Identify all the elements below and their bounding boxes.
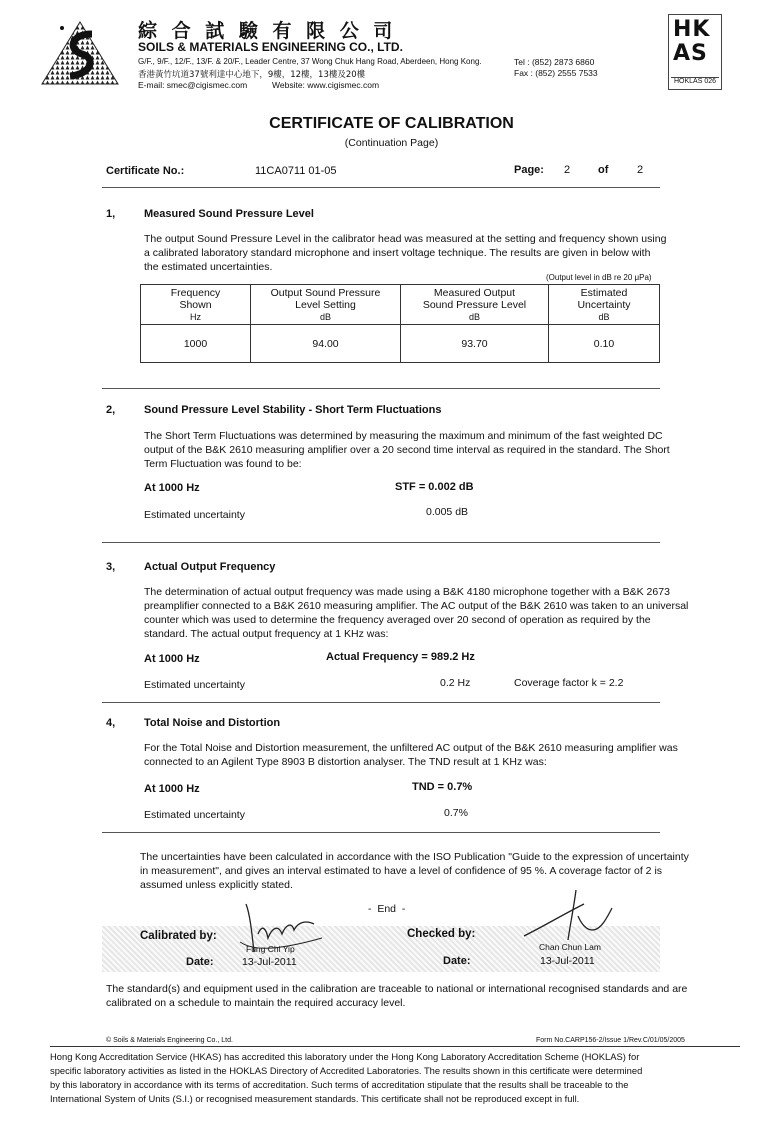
divider — [102, 542, 660, 543]
section-3-result: Actual Frequency = 989.2 Hz — [326, 651, 475, 663]
fax: Fax : (852) 2555 7533 — [514, 68, 598, 78]
text-line: International System of Units (S.I.) or recognised measurement standards. This certificate shall not be reproduced except in full. — [50, 1093, 580, 1104]
company-name-cn: 綜 合 試 驗 有 限 公 司 — [138, 20, 397, 42]
text-line: a calibrated laboratory standard microphone and insert voltage technique. The results are given in below with — [144, 247, 651, 259]
section-3-paragraph — [144, 585, 689, 641]
copyright: © Soils & Materials Engineering Co., Ltd. — [106, 1037, 233, 1044]
certificate-title: CERTIFICATE OF CALIBRATION — [269, 115, 514, 132]
address-cn: 香港黃竹坑道37號利達中心地下，9樓，12樓，13樓及20樓 — [138, 70, 366, 80]
section-2-title: Sound Pressure Level Stability - Short Term Fluctuations — [144, 404, 442, 416]
email: E-mail: smec@cigismec.com — [138, 80, 248, 90]
section-3-coverage-factor: Coverage factor k = 2.2 — [514, 677, 624, 689]
hkas-statement — [50, 1050, 740, 1106]
section-3-number: 3, — [106, 561, 116, 573]
text-line: specific laboratory activities as listed in the HOKLAS Directory of Accredited Laboratories. The results shown in this certificate were determined — [50, 1065, 643, 1076]
text-line: The standard(s) and equipment used in the calibration are traceable to national or international recognised standards and are — [106, 983, 688, 995]
text-line: The uncertainties have been calculated in accordance with the ISO Publication "Guide to the expression of uncertainty — [140, 851, 689, 863]
header-line: Output Sound Pressure — [270, 286, 381, 299]
section-4-result: TND = 0.7% — [412, 781, 473, 793]
company-logo — [40, 20, 120, 86]
website: Website: www.cigismec.com — [272, 80, 380, 90]
section-3-uncertainty-label: Estimated uncertainty — [144, 679, 245, 691]
section-2-number: 2, — [106, 404, 116, 416]
section-3-title: Actual Output Frequency — [144, 561, 276, 573]
header-line: Estimated — [580, 286, 628, 299]
header-unit: dB — [319, 311, 331, 322]
form-number: Form No.CARP156-2/Issue 1/Rev.C/01/05/2005 — [536, 1037, 685, 1044]
header-line: Sound Pressure Level — [422, 298, 527, 311]
hoklas-number: HOKLAS 026 — [671, 77, 719, 85]
text-line: the estimated uncertainties. — [144, 261, 273, 273]
table-cell-uncertainty: 0.10 — [549, 325, 660, 363]
section-4-frequency-label: At 1000 Hz — [144, 783, 200, 795]
divider — [102, 187, 660, 188]
divider — [102, 832, 660, 833]
calibrated-by-label: Calibrated by: — [140, 930, 217, 942]
text-line: preamplifier connected to a B&K 2610 measuring amplifier. The AC output of the B&K 2610 was taken to an universal — [144, 600, 689, 612]
end-marker: - End - — [368, 903, 406, 915]
address-en: G/F., 9/F., 12/F., 13/F. & 20/F., Leader Centre, 37 Wong Chuk Hang Road, Aberdeen, Hong Kong. — [138, 57, 482, 66]
section-2-frequency-label: At 1000 Hz — [144, 482, 200, 494]
text-line: Term Fluctuation was found to be: — [144, 458, 302, 470]
section-3-frequency-label: At 1000 Hz — [144, 653, 200, 665]
text-line: The Short Term Fluctuations was determined by measuring the maximum and minimum of the fast weighted DC — [144, 430, 663, 442]
section-1-title: Measured Sound Pressure Level — [144, 208, 314, 220]
calibrator-signature — [232, 894, 332, 964]
header-line: Level Setting — [295, 298, 356, 311]
section-3-uncertainty-value: 0.2 Hz — [440, 677, 471, 689]
page-total: 2 — [637, 164, 644, 176]
text-line: in measurement", and gives an interval estimated to have a level of confidence of 95 %. A coverage factor of 2 is — [140, 865, 663, 877]
section-4-number: 4, — [106, 717, 116, 729]
table-header-frequency — [141, 285, 251, 325]
text-line: standard. The actual output frequency at 1 KHz was: — [144, 628, 389, 640]
table-header-row — [141, 285, 660, 325]
traceability-statement — [106, 982, 706, 1010]
certificate-no-value: 11CA0711 01-05 — [255, 165, 337, 177]
header-line: Frequency — [170, 286, 221, 299]
divider — [102, 388, 660, 389]
section-2-paragraph — [144, 429, 689, 471]
telephone: Tel : (852) 2873 6860 — [514, 57, 595, 67]
section-4-title: Total Noise and Distortion — [144, 717, 281, 729]
text-line: counter which was used to determine the frequency averaged over 20 second of operation as required by the — [144, 614, 651, 626]
section-4-uncertainty-label: Estimated uncertainty — [144, 809, 245, 821]
table-header-level-setting — [251, 285, 401, 325]
date-label-left: Date: — [186, 956, 214, 968]
hoklas-logo — [668, 14, 722, 90]
checker-name: Chan Chun Lam — [539, 942, 601, 952]
text-line: output of the B&K 2610 measuring amplifier over a 20 second time interval as required in the standard. The Short — [144, 444, 670, 456]
section-2-uncertainty-label: Estimated uncertainty — [144, 509, 245, 521]
continuation-label: (Continuation Page) — [344, 137, 439, 149]
header-line: Measured Output — [433, 286, 516, 299]
text-line: connected to an Agilent Type 8903 B distortion analyser. The TND result at 1 KHz was: — [144, 756, 547, 768]
header-unit: Hz — [190, 311, 201, 322]
text-line: The determination of actual output frequency was made using a B&K 4180 microphone together with a B&K 2673 — [144, 586, 670, 598]
page-of-label: of — [598, 164, 609, 176]
table-header-measured-output — [401, 285, 549, 325]
checked-by-label: Checked by: — [407, 928, 476, 940]
text-line: by this laboratory in accordance with its terms of accreditation. Such terms of accreditation stipulate that the results shall be traceable to the — [50, 1079, 629, 1090]
header-unit: dB — [468, 311, 480, 322]
section-4-uncertainty-value: 0.7% — [444, 807, 468, 819]
calibration-date: 13-Jul-2011 — [242, 956, 297, 968]
footer-divider — [50, 1046, 740, 1047]
date-label-right: Date: — [443, 955, 471, 967]
text-line: For the Total Noise and Distortion measurement, the unfiltered AC output of the B&K 2610 measuring amplifier was — [144, 742, 678, 754]
hoklas-logo-mid: AS — [673, 41, 708, 66]
table-row — [141, 325, 660, 363]
text-line: assumed unless explicitly stated. — [140, 879, 293, 891]
table-cell-measured-output: 93.70 — [401, 325, 549, 363]
section-2-result: STF = 0.002 dB — [395, 481, 474, 493]
checker-signature — [514, 886, 624, 946]
check-date: 13-Jul-2011 — [540, 955, 595, 967]
table-cell-level-setting: 94.00 — [251, 325, 401, 363]
measurement-table — [140, 284, 660, 363]
text-line: calibrated on a schedule to maintain the required accuracy level. — [106, 997, 406, 1009]
header-line: Uncertainty — [577, 298, 631, 311]
section-2-uncertainty-value: 0.005 dB — [426, 506, 469, 518]
page-number: 2 — [564, 164, 571, 176]
company-name-en: SOILS & MATERIALS ENGINEERING CO., LTD. — [138, 40, 403, 54]
section-1-number: 1, — [106, 208, 116, 220]
table-header-uncertainty — [549, 285, 660, 325]
text-line: Hong Kong Accreditation Service (HKAS) has accredited this laboratory under the Hong Kong Laboratory Accreditation Scheme (HOKLAS) for — [50, 1051, 640, 1062]
table-unit-note: (Output level in dB re 20 μPa) — [546, 273, 652, 282]
section-1-paragraph — [144, 232, 684, 274]
hoklas-logo-top: HK — [673, 17, 711, 42]
table-cell-frequency: 1000 — [141, 325, 251, 363]
certificate-no-label: Certificate No.: — [106, 165, 185, 177]
header-line: Shown — [179, 298, 212, 311]
section-4-paragraph — [144, 741, 689, 769]
calibrator-name: Fung Chi Yip — [246, 944, 295, 954]
page-label: Page: — [514, 164, 544, 176]
header-unit: dB — [598, 311, 610, 322]
divider — [102, 702, 660, 703]
text-line: The output Sound Pressure Level in the calibrator head was measured at the setting and frequency shown using — [144, 233, 667, 245]
